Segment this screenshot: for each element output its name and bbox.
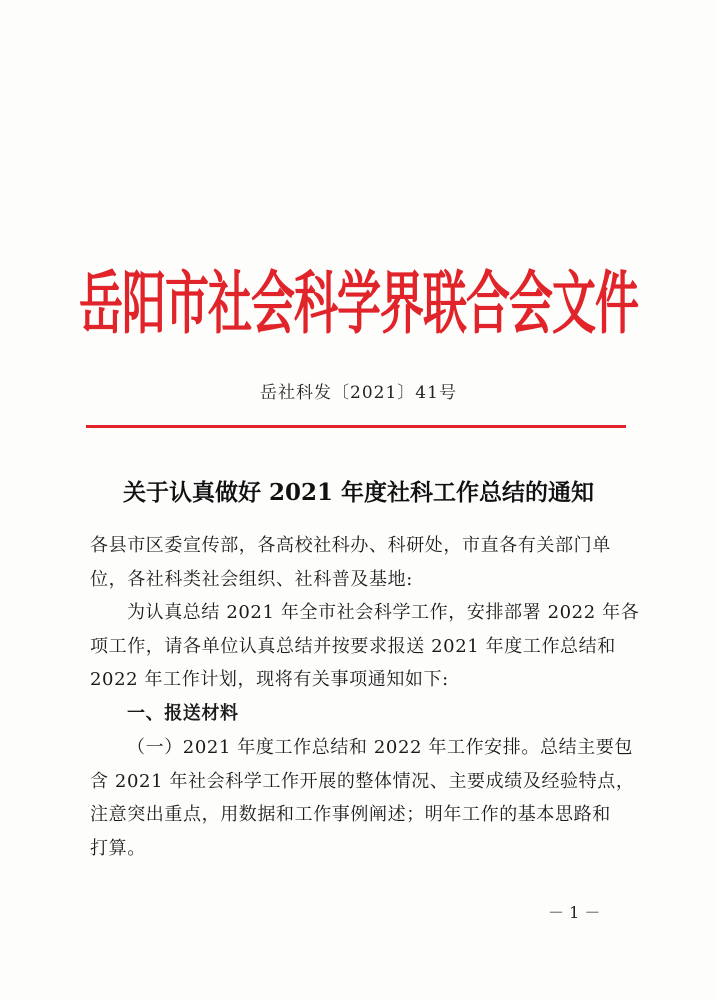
page-number: － 1 － <box>548 903 601 922</box>
intro-line-1: 为认真总结 2021 年全市社会科学工作，安排部署 2022 年各 <box>127 602 640 623</box>
document-header-title: 岳阳市社会科学界联合会文件 <box>79 265 638 345</box>
intro-line-3: 2022 年工作计划，现将有关事项通知如下: <box>90 669 449 690</box>
addressee-line-1: 各县市区委宣传部，各高校社科办、科研处，市直各有关部门单 <box>90 535 611 556</box>
addressee-line-2: 位，各社科类社会组织、社科普及基地: <box>90 569 413 590</box>
notice-title: 关于认真做好 2021 年度社科工作总结的通知 <box>122 479 595 506</box>
document-number: 岳社科发〔2021〕41号 <box>260 383 457 403</box>
item-1-line-3: 注意突出重点，用数据和工作事例阐述；明年工作的基本思路和 <box>90 804 611 825</box>
item-1-line-1: （一）2021 年度工作总结和 2022 年工作安排。总结主要包 <box>127 737 633 758</box>
section-1-heading: 一、报送材料 <box>127 703 239 724</box>
red-divider-line <box>86 425 626 428</box>
item-1-line-2: 含 2021 年社会科学工作开展的整体情况、主要成绩及经验特点， <box>90 771 635 792</box>
item-1-line-4: 打算。 <box>90 838 146 859</box>
intro-line-2: 项工作，请各单位认真总结并按要求报送 2021 年度工作总结和 <box>90 636 616 657</box>
